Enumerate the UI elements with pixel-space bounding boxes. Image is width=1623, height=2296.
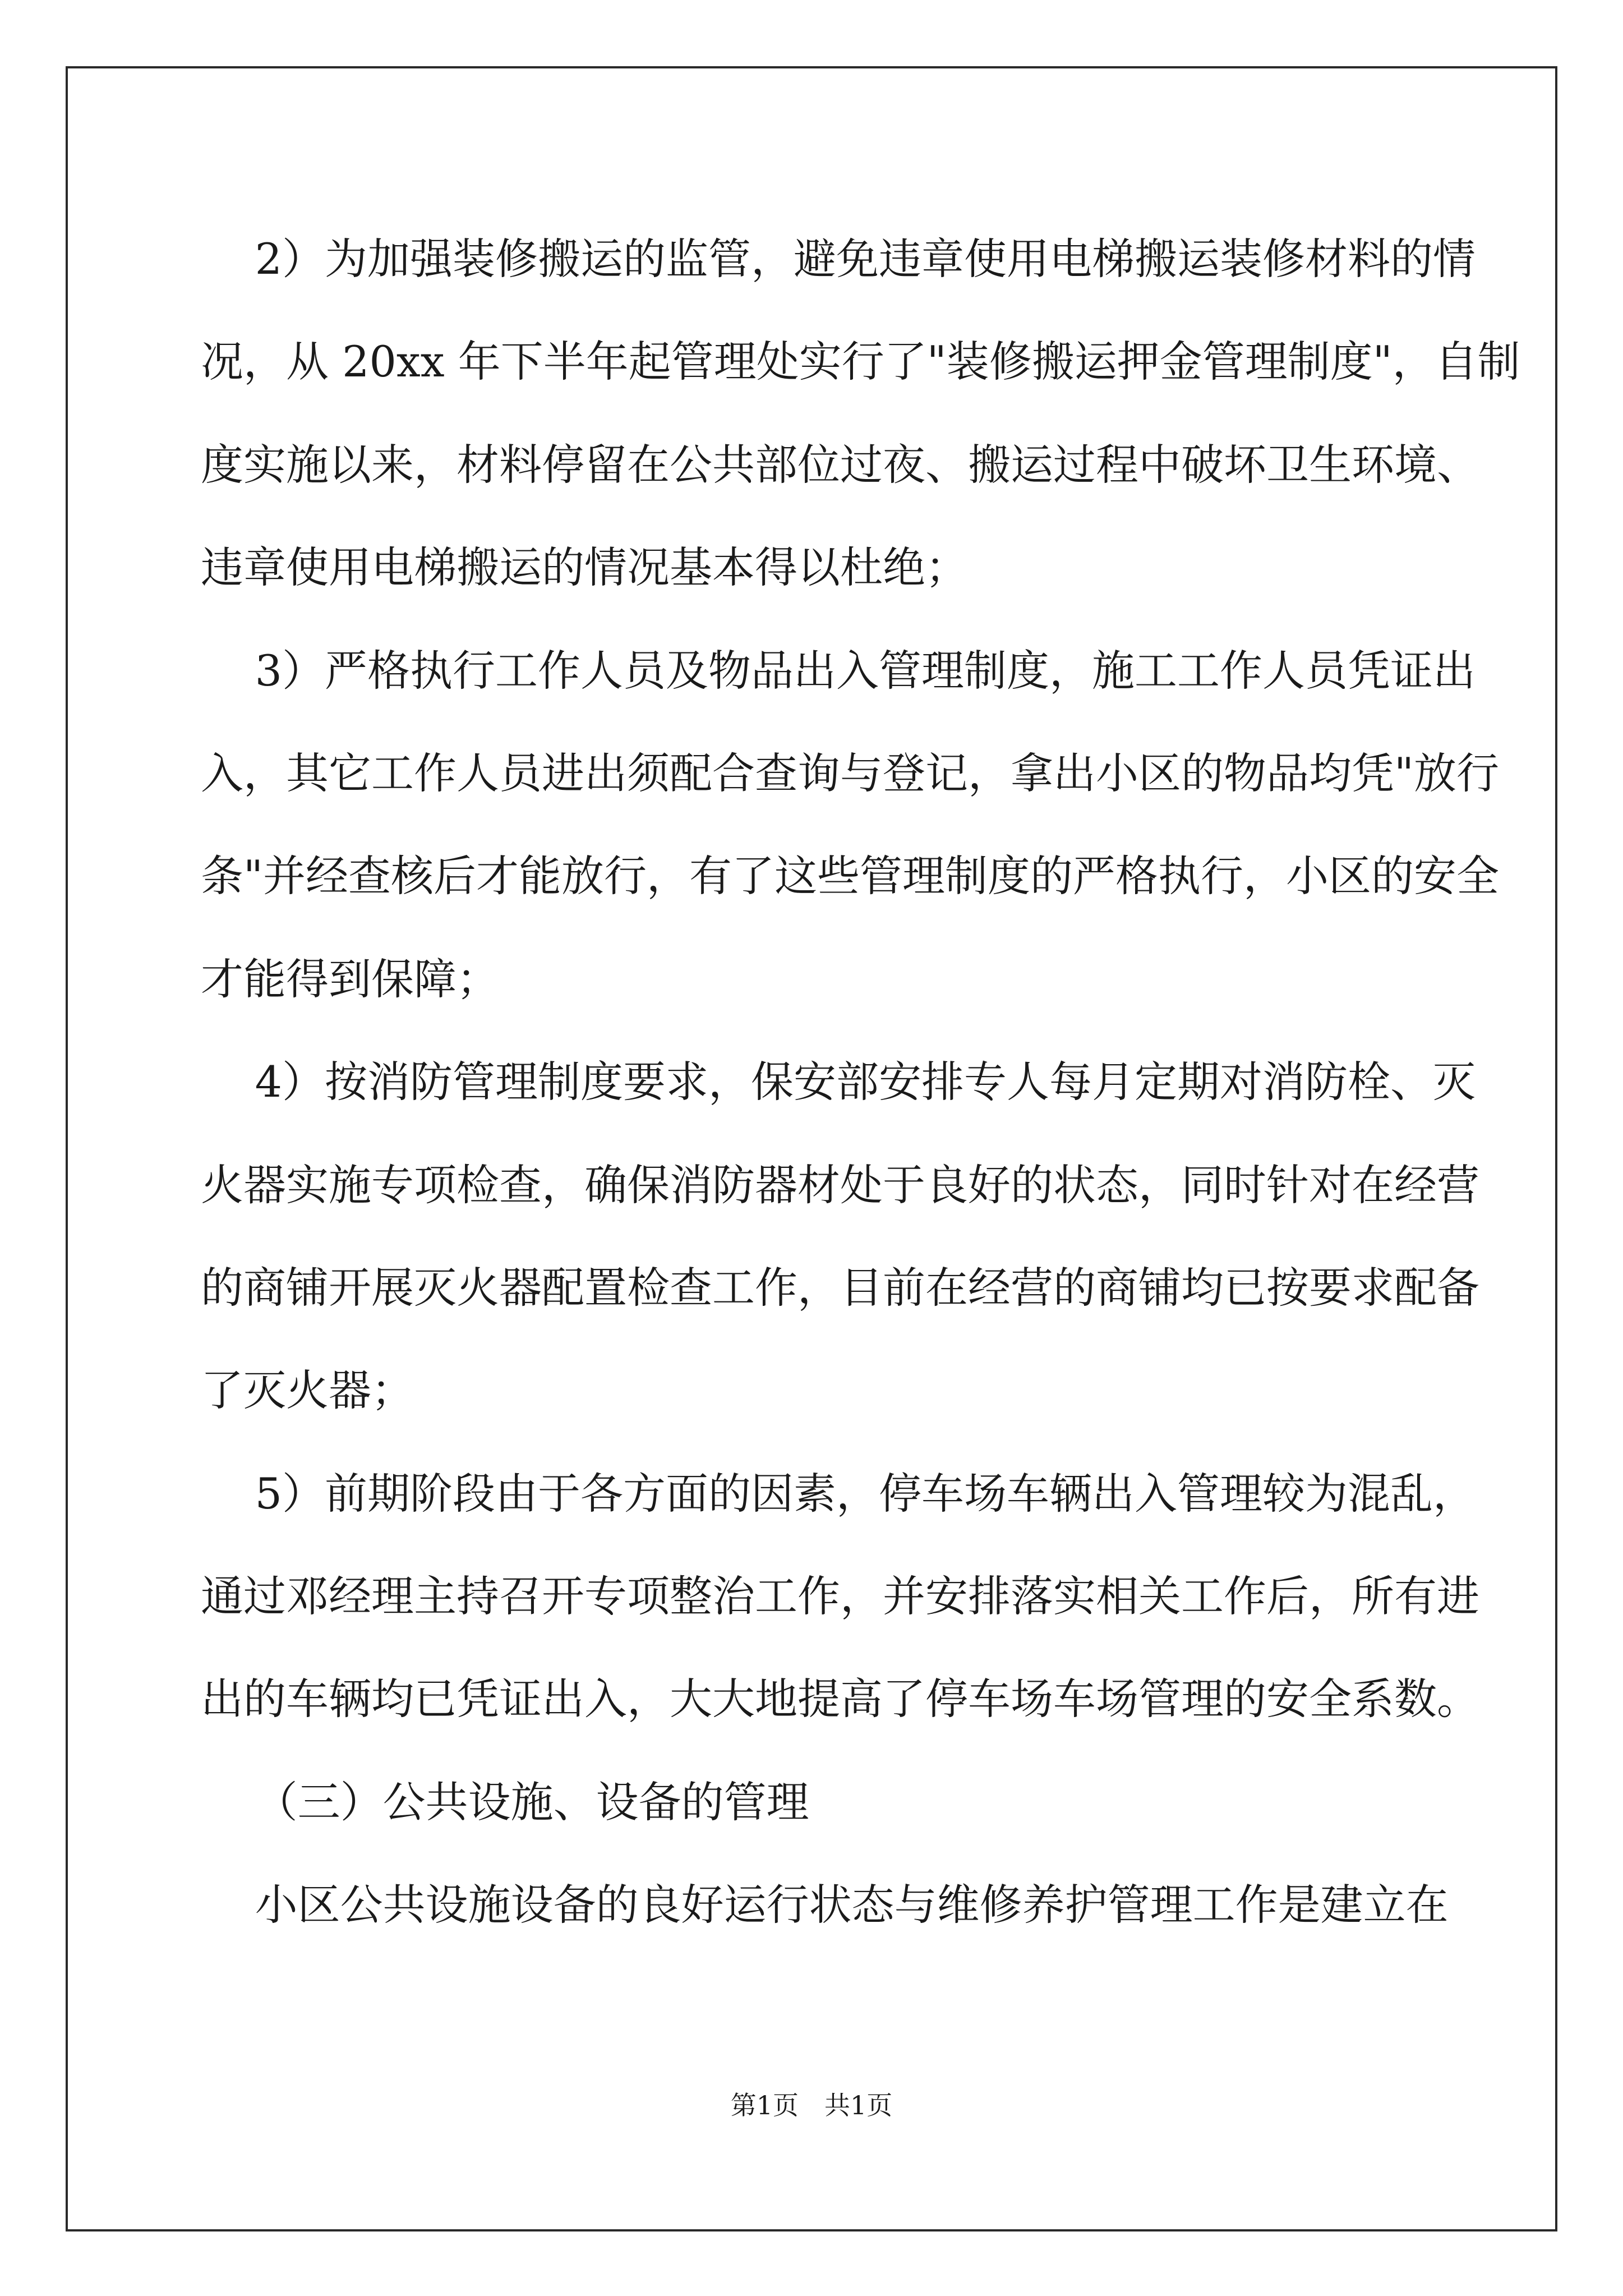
- text-line: 况，从 20xx 年下半年起管理处实行了"装修搬运押金管理制度"，自制: [201, 337, 1520, 387]
- section-heading: （三）公共设施、设备的管理: [201, 1777, 809, 1827]
- text-line: 度实施以来，材料停留在公共部位过夜、搬运过程中破坏卫生环境、: [201, 439, 1479, 490]
- text-line: 违章使用电梯搬运的情况基本得以杜绝；: [201, 542, 968, 593]
- text-line: 条"并经查核后才能放行，有了这些管理制度的严格执行，小区的安全: [201, 851, 1499, 901]
- text-line: 4）按消防管理制度要求，保安部安排专人每月定期对消防栓、灭: [201, 1057, 1476, 1107]
- text-line: 入，其它工作人员进出须配合查询与登记，拿出小区的物品均凭"放行: [201, 748, 1499, 798]
- text-line: 小区公共设施设备的良好运行状态与维修养护管理工作是建立在: [201, 1880, 1449, 1930]
- text-line: 出的车辆均已凭证出入，大大地提高了停车场车场管理的安全系数。: [201, 1674, 1479, 1724]
- text-line: 的商铺开展灭火器配置检查工作，目前在经营的商铺均已按要求配备: [201, 1262, 1479, 1313]
- text-line: 火器实施专项检查，确保消防器材处于良好的状态，同时针对在经营: [201, 1159, 1479, 1210]
- page-number-footer: 第1页 共1页: [730, 2090, 893, 2120]
- document-body: [201, 208, 1520, 1957]
- text-line: 3）严格执行工作人员及物品出入管理制度，施工工作人员凭证出: [201, 645, 1476, 696]
- text-line: 2）为加强装修搬运的监管，避免违章使用电梯搬运装修材料的情: [201, 234, 1476, 284]
- text-line: 通过邓经理主持召开专项整治工作，并安排落实相关工作后，所有进: [201, 1571, 1479, 1622]
- text-line: 才能得到保障；: [201, 954, 499, 1004]
- text-line: 5）前期阶段由于各方面的因素，停车场车辆出入管理较为混乱，: [201, 1468, 1476, 1519]
- text-line: 了灭火器；: [201, 1365, 414, 1416]
